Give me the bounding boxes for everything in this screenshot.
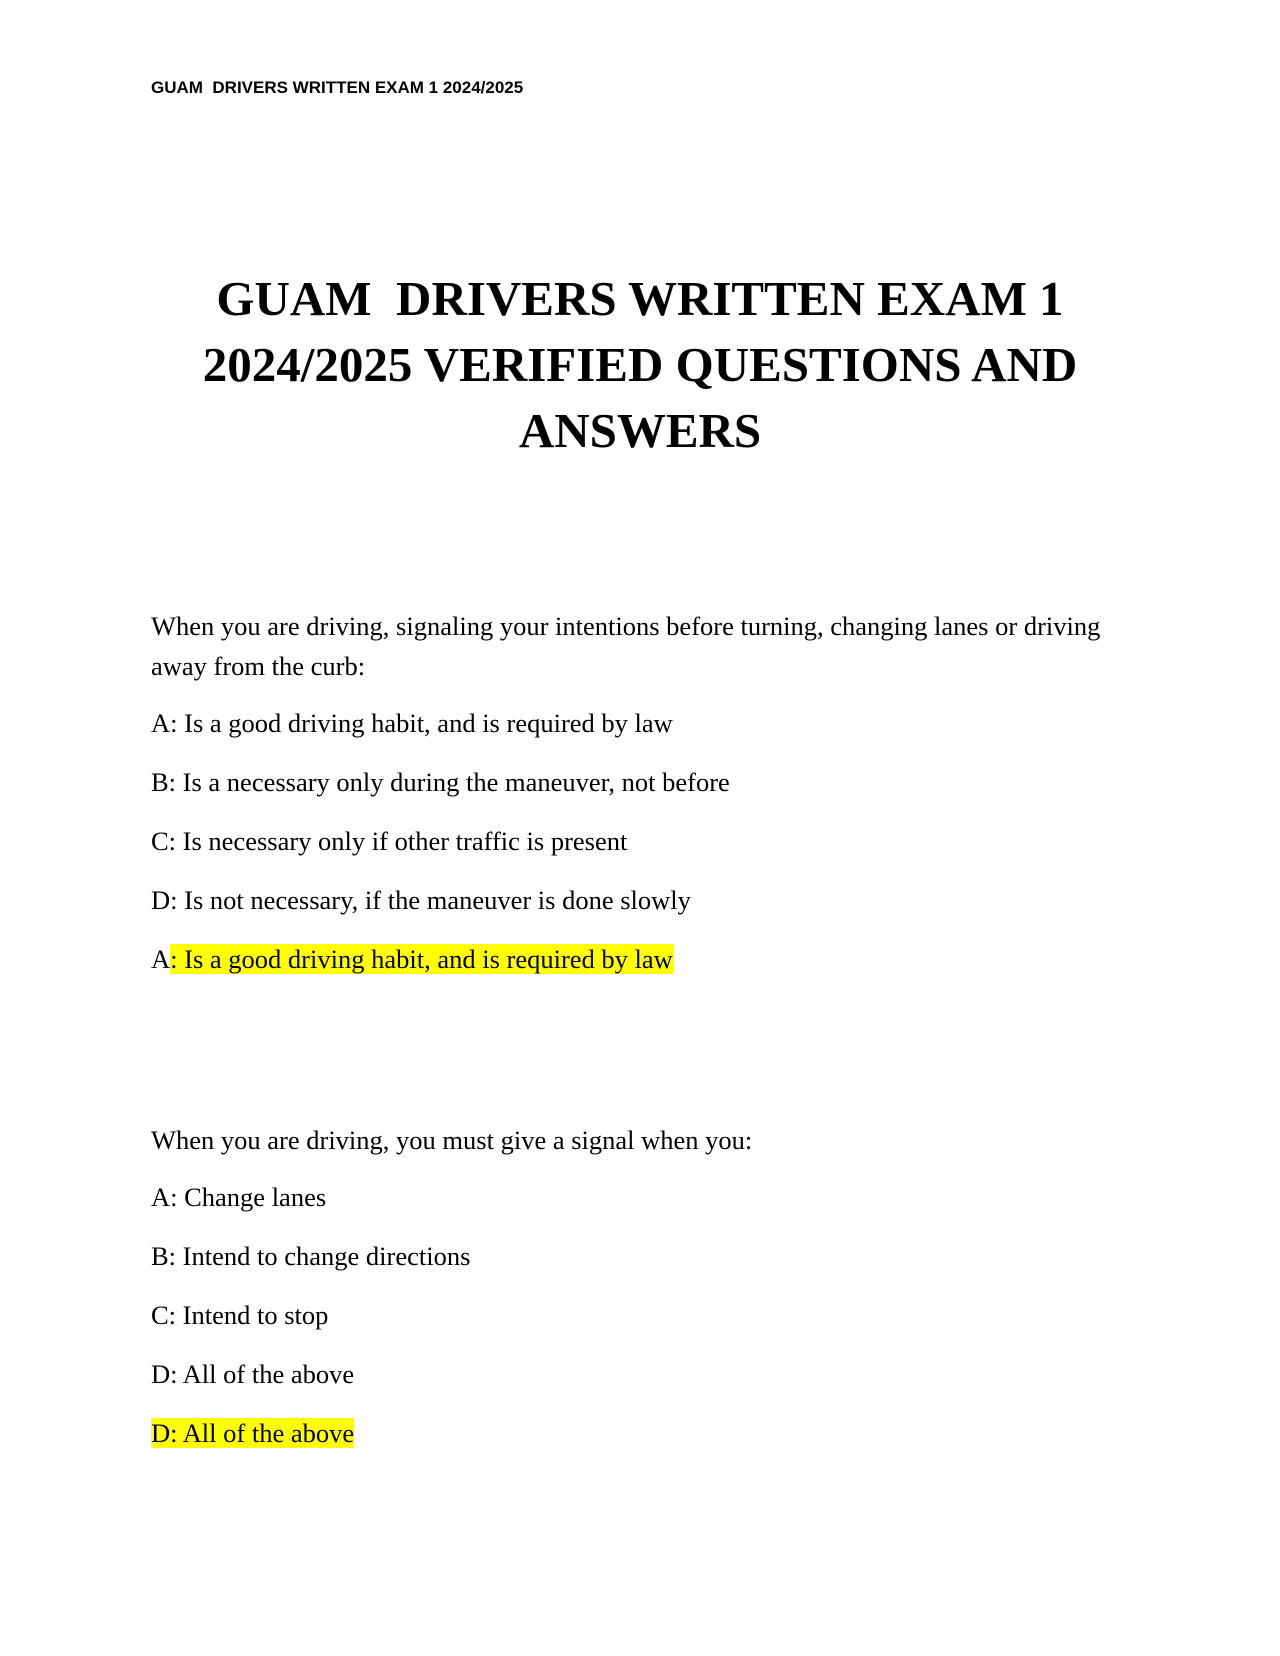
title-line-2: 2024/2025 VERIFIED QUESTIONS AND (202, 337, 1078, 392)
title-line-1: GUAM DRIVERS WRITTEN EXAM 1 (216, 271, 1064, 326)
title-line-3: ANSWERS (518, 403, 762, 458)
answer-option-b: B: Is a necessary only during the maneuver, not before (151, 767, 730, 797)
page-title (140, 266, 1140, 464)
answer-option-b: B: Intend to change directions (151, 1241, 471, 1271)
running-header: GUAM DRIVERS WRITTEN EXAM 1 2024/2025 (151, 78, 524, 97)
correct-answer (151, 942, 1131, 976)
answer-option-a: A: Is a good driving habit, and is required by law (151, 708, 673, 738)
question-prompt: When you are driving, you must give a signal when you: (151, 1125, 753, 1155)
correct-answer-prefix: A (151, 944, 171, 974)
correct-answer-highlight: D: All of the above (151, 1418, 355, 1448)
question-block-2 (151, 1120, 1131, 1450)
correct-answer (151, 1416, 1131, 1450)
question-block-1 (151, 606, 1131, 976)
answer-option-d: D: Is not necessary, if the maneuver is done slowly (151, 885, 691, 915)
answer-option-d: D: All of the above (151, 1359, 355, 1389)
correct-answer-highlight: : Is a good driving habit, and is required by law (170, 944, 673, 974)
answer-option-c: C: Intend to stop (151, 1300, 329, 1330)
answer-option-c: C: Is necessary only if other traffic is present (151, 826, 628, 856)
answer-option-a: A: Change lanes (151, 1182, 327, 1212)
question-prompt: When you are driving, signaling your intentions before turning, changing lanes or driving away from the curb: (151, 611, 1101, 681)
